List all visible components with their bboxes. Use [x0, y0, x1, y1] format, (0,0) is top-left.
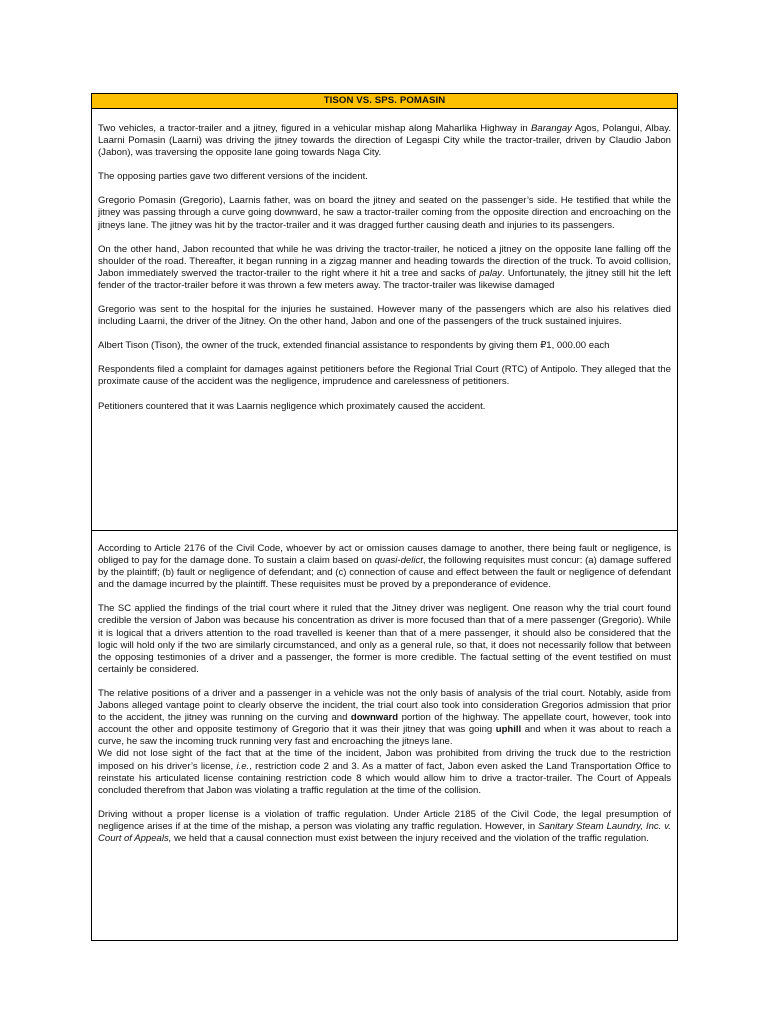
- facts-paragraph: [98, 123, 671, 159]
- facts-text-run: Petitioners countered that it was Laarnis negligence which proximately caused the accident.: [98, 400, 486, 412]
- facts-text-run: Agos, Polangui, Albay. Laarni Pomasin (Laarni) was driving the jitney towards the direction of Legaspi City while the tractor-trailer, driven by Claudio Jabon (Jabon), was traversing the opposite lane going towards Naga City.: [98, 123, 671, 159]
- facts-paragraph: [98, 171, 671, 183]
- facts-paragraph: [98, 340, 671, 352]
- held-paragraph: [98, 809, 671, 845]
- held-paragraph: [98, 603, 671, 676]
- facts-paragraph: [98, 304, 671, 328]
- held-text-run: The SC applied the findings of the trial court where it ruled that the Jitney driver was negligent. One reason why the trial court found credible the version of Jabon was because his concentration as driver is more focused than that of a mere passenger (Gregorio). While it is logical that a drivers attention to the road travelled is keener than that of a mere passenger, it should also be considered that the logic will hold only if the two are similarly circumstanced, and only as a general rule, so that, it does not necessarily follow that between the opposing testimonies of a driver and a passenger, the former is more credible. The factual setting of the event testified on must certainly be considered.: [98, 603, 671, 675]
- facts-paragraph: [98, 401, 671, 413]
- held-paragraph: [98, 748, 671, 796]
- held-text-run: , the following requisites must concur: (a) damage suffered by the plaintiff; (b) fault or negligence of defendant; and (c) connection of cause and effect between the fault or negligence of defendant and the damage incurred by the plaintiff. These requisites must be proved by a preponderance of evidence.: [98, 555, 672, 591]
- facts-text-run: The opposing parties gave two different versions of the incident.: [98, 171, 368, 183]
- held-text-run: i.e.: [236, 760, 250, 772]
- case-title: TISON VS. SPS. POMASIN: [91, 93, 678, 109]
- held-text-run: We did not lose sight of the fact that at the time of the incident, Jabon was prohibited from driving the truck due to the restriction imposed on his driver’s license,: [98, 748, 671, 772]
- facts-text-run: . Unfortunately, the jitney still hit the left fender of the tractor-trailer before it was thrown a few meters away. The tractor-trailer was likewise damaged: [98, 267, 671, 291]
- facts-text-run: On the other hand, Jabon recounted that while he was driving the tractor-trailer, he noticed a jitney on the opposite lane falling off the shoulder of the road. Thereafter, it began running in a zigzag manner and heading towards the direction of the truck. To avoid collision, Jabon immediately swerved the tractor-trailer to the right where it hit a tree and sacks of: [98, 243, 671, 279]
- facts-paragraphs: [98, 123, 671, 413]
- facts-text-run: Gregorio Pomasin (Gregorio), Laarnis father, was on board the jitney and seated on the passenger’s side. He testified that while the jitney was passing through a curve going downward, he saw a tractor-trailer coming from the opposite direction and encroaching on the jitneys lane. The jitney was hit by the tractor-trailer and it was dragged further causing death and injuries to its passengers.: [98, 195, 671, 231]
- facts-cell: [91, 109, 678, 531]
- facts-paragraph: [98, 364, 671, 388]
- held-paragraph: [98, 543, 671, 591]
- facts-text-run: Two vehicles, a tractor-trailer and a jitney, figured in a vehicular mishap along Maharlika Highway in: [98, 123, 532, 134]
- facts-text-run: Respondents filed a complaint for damages against petitioners before the Regional Trial Court (RTC) of Antipolo. They alleged that the proximate cause of the accident was the negligence, imprudence and carelessness of petitioners.: [98, 364, 671, 388]
- facts-paragraph: [98, 244, 671, 292]
- held-text-run: we held that a causal connection must exist between the injury received and the violation of the traffic regulation.: [171, 832, 649, 844]
- facts-text-run: Albert Tison (Tison), the owner of the truck, extended financial assistance to respondents by giving them ₽1, 000.00 each: [98, 340, 610, 352]
- case-digest-table: [91, 93, 678, 941]
- held-cell: [91, 531, 678, 941]
- held-text-run: Driving without a proper license is a violation of traffic regulation. Under Article 2185 of the Civil Code, the legal presumption of negligence arises if at the time of the mishap, a person was violating any traffic regulation. However, in: [98, 808, 671, 832]
- held-paragraphs: [98, 543, 671, 845]
- held-text-run: and when it was about to reach a curve, he saw the incoming truck running very fast and encroaching the jitneys lane.: [98, 724, 671, 748]
- held-text-run: uphill: [495, 724, 522, 736]
- facts-paragraph: [98, 195, 671, 231]
- held-text-run: quasi-delict: [374, 555, 423, 567]
- held-text-run: , restriction code 2 and 3. As a matter of fact, Jabon even asked the Land Transportation Office to reinstate his articulated license containing restriction code 8 which would allow him to drive a tractor-trailer. The Court of Appeals concluded therefrom that Jabon was violating a traffic regulation at the time of the collision.: [98, 760, 671, 796]
- held-text-run: The relative positions of a driver and a passenger in a vehicle was not the only basis of analysis of the trial court. Notably, aside from Jabons alleged vantage point to clearly observe the incident, the trial court also took into consideration Gregorios admission that prior to the accident, the jitney was running on the curving and: [98, 687, 671, 724]
- held-paragraph: [98, 688, 671, 748]
- facts-text-run: palay: [479, 267, 503, 279]
- held-text-run: portion of the highway. The appellate court, however, took into account the other and opposite testimony of Gregorio that it was their jitney that was going: [98, 712, 671, 736]
- held-text-run: According to Article 2176 of the Civil Code, whoever by act or omission causes damage to another, there being fault or negligence, is obliged to pay for the damage done. To sustain a claim based on: [98, 543, 671, 567]
- facts-text-run: Gregorio was sent to the hospital for the injuries he sustained. However many of the passengers which are also his relatives died including Laarni, the driver of the Jitney. On the other hand, Jabon and one of the passengers of the truck sustained injuires.: [98, 304, 671, 328]
- held-text-run: downward: [350, 712, 399, 724]
- held-text-run: Sanitary Steam Laundry, Inc. v. Court of Appeals,: [98, 820, 671, 844]
- facts-text-run: Barangay: [531, 123, 572, 134]
